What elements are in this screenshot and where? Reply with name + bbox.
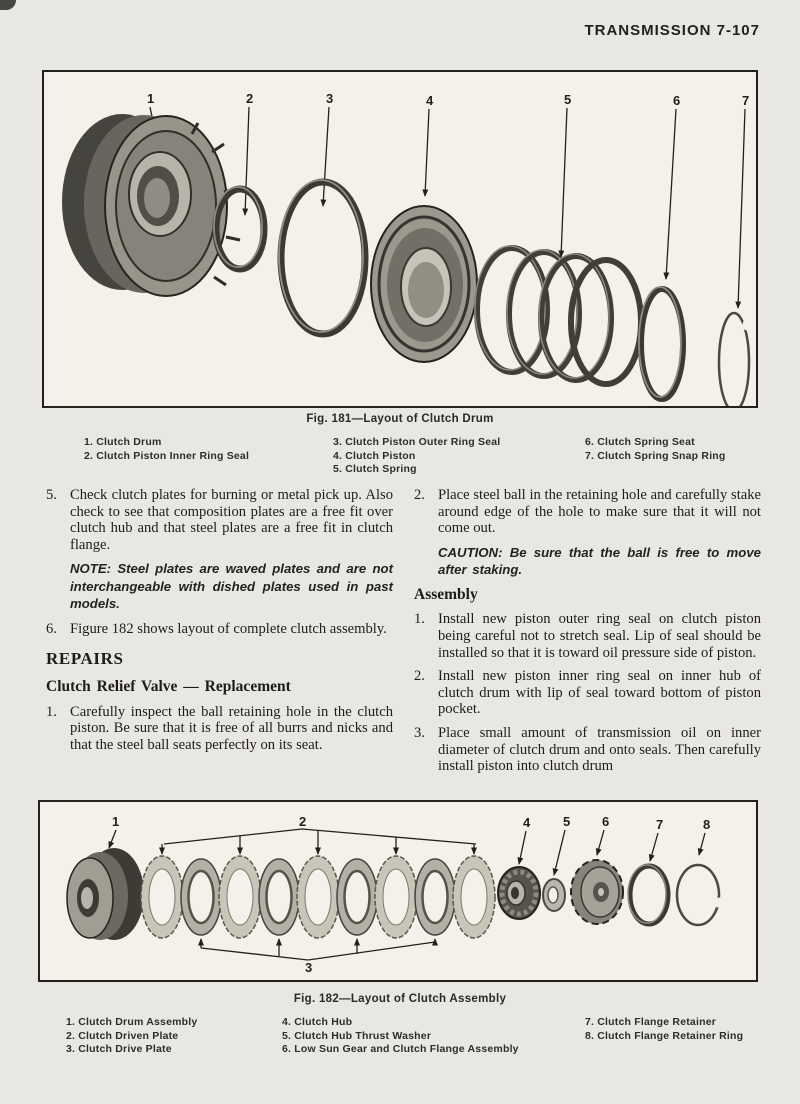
part-item: 8. Clutch Flange Retainer Ring bbox=[585, 1029, 744, 1042]
note-paragraph: NOTE: Steel plates are waved plates and are not interchangeable with dished plates used in past models. bbox=[70, 561, 393, 612]
step-item-2 bbox=[414, 487, 761, 537]
fig-182-illustration bbox=[38, 800, 758, 982]
clutch-driven-plate bbox=[453, 856, 495, 938]
thrust-washer-part bbox=[543, 879, 565, 911]
callout-number: 5 bbox=[564, 92, 572, 107]
assembly-heading: Assembly bbox=[414, 585, 478, 603]
fig-181-parts-col2 bbox=[333, 436, 500, 477]
step-number: 3. bbox=[414, 724, 425, 741]
part-item: 7. Clutch Flange Retainer bbox=[585, 1016, 717, 1028]
flange-retainer-part bbox=[628, 865, 668, 924]
part-item: 6. Clutch Spring Seat bbox=[585, 436, 695, 448]
part-item: 5. Clutch Spring bbox=[333, 463, 417, 475]
sun-gear-flange-part bbox=[571, 860, 623, 924]
callout-number: 3 bbox=[326, 91, 334, 106]
fig-181-caption: Fig. 181—Layout of Clutch Drum bbox=[306, 413, 494, 425]
callout-number: 6 bbox=[602, 814, 610, 829]
part-item: 1. Clutch Drum Assembly bbox=[66, 1016, 198, 1028]
repairs-heading: REPAIRS bbox=[46, 649, 124, 669]
part-item: 3. Clutch Drive Plate bbox=[66, 1043, 172, 1055]
step-text: Figure 182 shows layout of complete clutch assembly. bbox=[70, 620, 387, 637]
body-column-right bbox=[414, 487, 761, 782]
part-item: 2. Clutch Driven Plate bbox=[66, 1029, 179, 1042]
callout-number: 2 bbox=[299, 814, 307, 829]
part-item: 3. Clutch Piston Outer Ring Seal bbox=[333, 436, 501, 448]
fig-181-drawing bbox=[44, 72, 756, 406]
part-item: 7. Clutch Spring Snap Ring bbox=[585, 449, 726, 462]
fig-181-illustration bbox=[42, 70, 758, 408]
callout-number: 3 bbox=[305, 960, 313, 975]
step-text: Check clutch plates for burning or metal pick up. Also check to see that composition plates are a free fit over clutch hub and that steel plates are a free fit in clutch flange. bbox=[70, 487, 393, 553]
fig-182-parts-col2 bbox=[282, 1016, 519, 1057]
part-item: 1. Clutch Drum bbox=[84, 436, 162, 448]
clutch-driven-plate bbox=[375, 856, 417, 938]
fig-182-drawing bbox=[40, 802, 752, 976]
callout-number: 1 bbox=[112, 814, 120, 829]
step-text: Carefully inspect the ball retaining hole in the clutch piston. Be sure that it is free of all burrs and nicks and that the steel ball seats perfectly on its seat. bbox=[70, 703, 393, 753]
clutch-spring-part bbox=[475, 246, 641, 384]
step-text: Install new piston inner ring seal on inner hub of clutch drum with lip of seal toward bottom of piston pocket. bbox=[438, 668, 761, 718]
fig-182-caption: Fig. 182—Layout of Clutch Assembly bbox=[293, 993, 507, 1005]
clutch-driven-plate bbox=[297, 856, 339, 938]
page-header: TRANSMISSION 7-107 bbox=[584, 22, 760, 39]
clutch-drive-plate bbox=[415, 859, 455, 935]
callout-number: 4 bbox=[426, 93, 434, 108]
step-text: Install new piston outer ring seal on clutch piston being careful not to stretch seal. Lip of seal should be installed so that it is toward oil pressure side of piston. bbox=[438, 611, 761, 661]
step-number: 6. bbox=[46, 620, 57, 637]
part-item: 5. Clutch Hub Thrust Washer bbox=[282, 1029, 432, 1042]
fig-182-parts-col3 bbox=[585, 1016, 743, 1043]
callout-number: 7 bbox=[742, 93, 750, 108]
outer-ring-seal-part bbox=[279, 180, 365, 334]
step-item-6 bbox=[46, 621, 393, 638]
assembly-step-2 bbox=[414, 668, 761, 718]
clutch-driven-plate bbox=[219, 856, 261, 938]
part-item: 6. Low Sun Gear and Clutch Flange Assembly bbox=[282, 1043, 519, 1055]
clutch-hub-part bbox=[498, 867, 540, 919]
step-number: 5. bbox=[46, 487, 57, 503]
fig-182-parts-col1 bbox=[66, 1016, 197, 1057]
clutch-drive-plate bbox=[259, 859, 299, 935]
clutch-relief-valve-subheading: Clutch Relief Valve — Replacement bbox=[46, 678, 291, 696]
clutch-plate-stack bbox=[141, 856, 495, 938]
scan-artifact bbox=[0, 0, 16, 10]
callout-number: 2 bbox=[246, 91, 254, 106]
caution-paragraph: CAUTION: Be sure that the ball is free to move after staking. bbox=[438, 544, 761, 578]
flange-retainer-ring-part bbox=[677, 865, 723, 925]
step-number: 2. bbox=[414, 668, 425, 685]
step-number: 1. bbox=[46, 703, 57, 720]
body-column-left bbox=[46, 487, 393, 760]
callout-number: 4 bbox=[523, 815, 531, 830]
clutch-drum-assembly-part bbox=[67, 848, 144, 940]
callout-number: 1 bbox=[147, 91, 155, 106]
assembly-step-3 bbox=[414, 725, 761, 775]
step-text: Place small amount of transmission oil on inner diameter of clutch drum and onto seals. Then carefully install piston into clutch drum bbox=[438, 724, 761, 775]
part-item: 4. Clutch Piston bbox=[333, 449, 416, 462]
clutch-piston-part bbox=[371, 206, 477, 362]
part-item: 4. Clutch Hub bbox=[282, 1016, 353, 1028]
callout-number: 6 bbox=[673, 93, 681, 108]
step-number: 1. bbox=[414, 611, 425, 628]
clutch-drum-part bbox=[62, 114, 240, 296]
assembly-step-1 bbox=[414, 611, 761, 661]
clutch-drive-plate bbox=[337, 859, 377, 935]
step-item-1 bbox=[46, 704, 393, 754]
clutch-driven-plate bbox=[141, 856, 183, 938]
step-item-5 bbox=[46, 487, 393, 553]
callout-number: 5 bbox=[563, 814, 571, 829]
step-text: Place steel ball in the retaining hole and carefully stake around edge of the hole to make sure that it will not come out. bbox=[438, 487, 761, 537]
part-item: 2. Clutch Piston Inner Ring Seal bbox=[84, 449, 250, 462]
spring-seat-part bbox=[639, 287, 683, 399]
callout-number: 8 bbox=[703, 817, 711, 832]
snap-ring-part bbox=[719, 313, 751, 406]
callout-number: 7 bbox=[656, 817, 664, 832]
step-number: 2. bbox=[414, 487, 425, 503]
fig-181-parts-col3 bbox=[585, 436, 726, 463]
clutch-drive-plate bbox=[181, 859, 221, 935]
fig-181-parts-col1 bbox=[84, 436, 249, 463]
